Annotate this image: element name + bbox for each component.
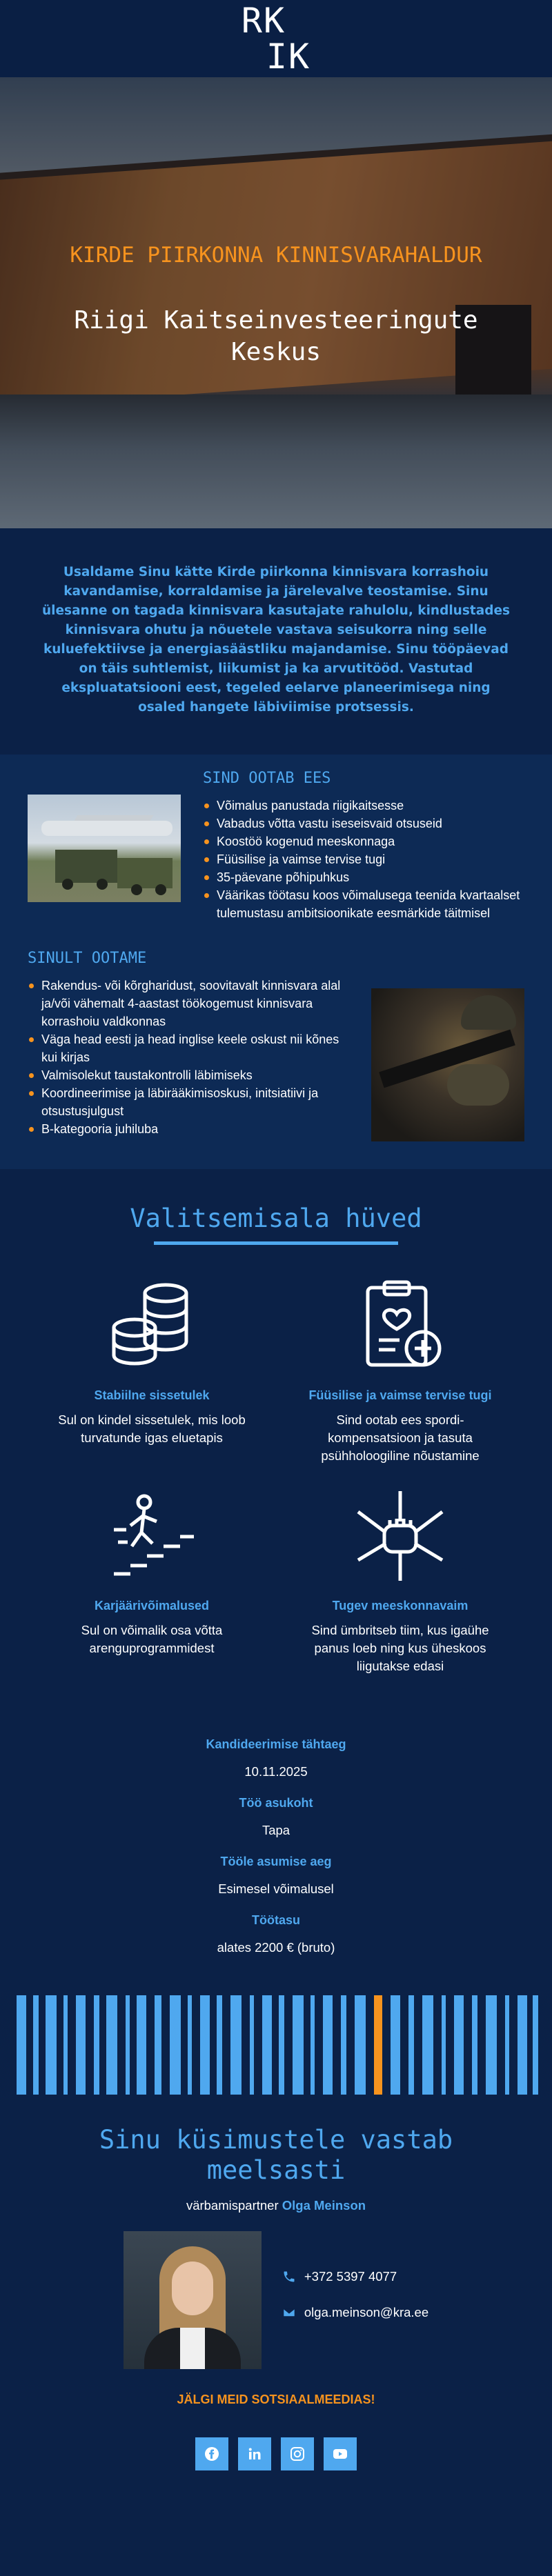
header [0, 0, 552, 77]
detail-label: Töö asukoht [239, 1796, 313, 1810]
detail-label: Kandideerimise tähtaeg [206, 1737, 346, 1751]
phone-icon [282, 2270, 296, 2284]
list-item: 35-päevane põhipuhkus [203, 868, 524, 886]
benefit-title: Stabiilne sissetulek [94, 1388, 210, 1402]
intro-text: Usaldame Sinu kätte Kirde piirkonna kinnisvara korrashoiu kavandamise, korraldamise ja järelevalve teostamise. Sinu ülesanne on tagada kinnisvara kasutajate rahulolu, kindlustades kinnisvara ohutu ja nõuetele vastava seisukorra ning selle kuluefektiivse ja energiasäästliku majandamise. Sinu tööpäevad on täis suhtlemist, liikumist ja ka arvutitööd. Vastutad ekspluatatsiooni eest, tegeled eelarve planeerimisega ning osaled hangete läbiviimise protsessis. [42, 565, 510, 715]
job-details [0, 1703, 552, 1983]
list-item: Võimalus panustada riigikaitsesse [203, 797, 524, 815]
requirements-list [28, 977, 351, 1138]
organization-name: Riigi Kaitseinvesteeringute Keskus [74, 306, 478, 366]
phone-link[interactable] [282, 2269, 428, 2284]
benefit-card [276, 1274, 524, 1465]
benefit-card [28, 1484, 276, 1675]
youtube-icon [332, 2446, 348, 2462]
contact-name: Olga Meinson [282, 2198, 366, 2213]
list-item: Väärikas töötasu koos võimalusega teenida kvartaalset tulemustasu ambitsioonikate eesmärkide täitmisel [203, 886, 524, 922]
facebook-button[interactable] [195, 2437, 228, 2470]
contact-section [0, 2100, 552, 2470]
linkedin-icon [246, 2446, 263, 2462]
offers-list [203, 797, 524, 922]
social-links [0, 2437, 552, 2470]
benefit-desc: Sul on võimalik osa võtta arenguprogrammidest [81, 1623, 223, 1655]
benefit-desc: Sind ootab ees spordi- kompensatsioon ja tasuta psühholoogiline nõustamine [321, 1412, 480, 1463]
list-item: Valmisolekut taustakontrolli läbimiseks [28, 1066, 351, 1084]
email-link[interactable] [282, 2305, 428, 2320]
detail-value: Esimesel võimalusel [218, 1881, 334, 1896]
benefit-desc: Sind ümbritseb tiim, kus igaühe panus loeb ning kus üheskoos liigutakse edasi [311, 1623, 489, 1673]
detail-label: Tööle asumise aeg [220, 1855, 332, 1868]
requirements-title: SINULT OOTAME [28, 950, 147, 967]
benefits-section [0, 1169, 552, 1703]
contact-title: Sinu küsimustele vastab meelsasti [99, 2125, 453, 2185]
list-item: Koordineerimise ja läbirääkimisoskusi, initsiatiivi ja otsustusjulgust [28, 1084, 351, 1120]
benefit-card [28, 1274, 276, 1465]
divider [154, 1241, 398, 1245]
instagram-icon [289, 2446, 306, 2462]
social-title: JÄLGI MEID SOTSIAALMEEDIAS! [177, 2393, 375, 2406]
requirements-section [0, 950, 552, 1169]
benefits-title: Valitsemisala hüved [130, 1204, 422, 1233]
instagram-button[interactable] [281, 2437, 314, 2470]
linkedin-button[interactable] [238, 2437, 271, 2470]
benefit-title: Karjäärivõimalused [94, 1599, 210, 1613]
list-item: Vabadus võtta vastu iseseisvaid otsuseid [203, 815, 524, 832]
career-stairs-icon [100, 1484, 204, 1588]
envelope-icon [282, 2306, 296, 2319]
email-address: olga.meinson@kra.ee [304, 2305, 429, 2319]
list-item: Füüsilise ja vaimse tervise tugi [203, 850, 524, 868]
detail-label: Töötasu [252, 1913, 300, 1927]
recruiter-photo [124, 2231, 262, 2369]
facebook-icon [204, 2446, 220, 2462]
benefit-card [276, 1484, 524, 1675]
list-item: Koostöö kogenud meeskonnaga [203, 832, 524, 850]
detail-value: Tapa [262, 1823, 290, 1837]
offers-title: SIND OOTAB EES [203, 770, 331, 787]
coins-icon [100, 1274, 204, 1377]
benefit-desc: Sul on kindel sissetulek, mis loob turvatunde igas eluetapis [58, 1412, 246, 1445]
detail-value: alates 2200 € (bruto) [217, 1940, 335, 1955]
offers-section [0, 755, 552, 950]
rkik-logo: RK IK [241, 1, 311, 77]
benefit-title: Tugev meeskonnavaim [332, 1599, 469, 1613]
youtube-button[interactable] [324, 2437, 357, 2470]
hero-banner [0, 77, 552, 528]
barcode-decoration [0, 1990, 552, 2100]
phone-number: +372 5397 4077 [304, 2269, 397, 2284]
list-item: B-kategooria juhiluba [28, 1120, 351, 1138]
list-item: Rakendus- või kõrgharidust, soovitavalt kinnisvara alal ja/või vähemalt 4-aastast töökogemust kinnisvara korrashoiu valdkonnas [28, 977, 351, 1030]
detail-value: 10.11.2025 [244, 1764, 308, 1779]
list-item: Väga head eesti ja head inglise keele oskust nii kõnes kui kirjas [28, 1030, 351, 1066]
barcode-stripes [0, 1990, 552, 2100]
soldier-rifle-photo [371, 988, 524, 1141]
military-vehicles-photo [28, 795, 181, 902]
contact-role: värbamispartner [186, 2198, 279, 2213]
job-title: KIRDE PIIRKONNA KINNISVARAHALDUR [70, 243, 482, 268]
health-clipboard-icon [348, 1274, 452, 1377]
benefit-title: Füüsilise ja vaimse tervise tugi [308, 1388, 492, 1402]
team-hands-icon [348, 1484, 452, 1588]
